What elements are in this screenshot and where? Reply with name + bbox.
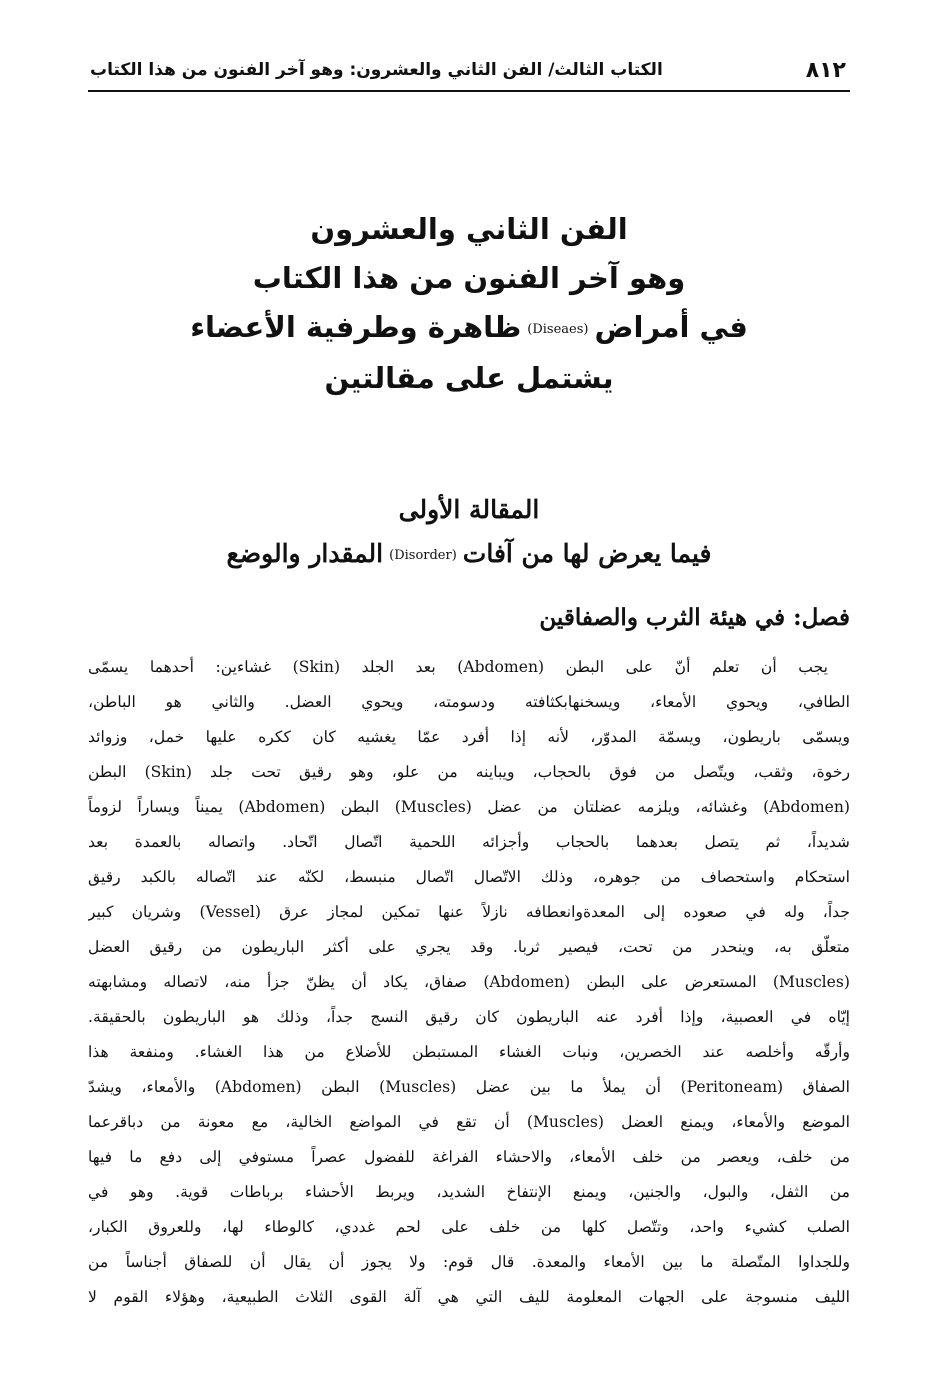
chapter-heading: فصل: في هيئة الثرب والصفاقين — [539, 604, 850, 631]
body-paragraph — [88, 650, 850, 1315]
body-line: ويسمّى باريطون، ويسمّة المدوّر، لأنه إذا أفرد عمّا يغشيه كان ككره عليها خمل، وزوائد — [88, 728, 850, 746]
body-line: الطافي، ويحوي الأمعاء، ويسخنهابكثافته ودسومته، ويحوي العضل. والثاني هو الباطن، — [88, 693, 850, 711]
body-line: الليف منسوجة على الجهات المعلومة لليف التي هي آلة القوى الثلاث الطبيعية، وهؤلاء القوم لا — [88, 1288, 850, 1306]
main-title-line-1: الفن الثاني والعشرون — [310, 212, 628, 246]
body-line: (Abdomen) وغشائه، ويلزمه عضلتان من عضل (Muscles) البطن (Abdomen) يميناً ويساراً لزوماً — [88, 798, 850, 816]
body-line: شديداً، ثم يتصل بعدهما بالحجاب وأجزائه اللحمية اتّصال اتّحاد. واتصاله بالعمدة بعد — [88, 833, 850, 851]
body-line: الصفاق (Peritoneam) أن يملأ ما بين عضل (Muscles) البطن (Abdomen) والأمعاء، ويشدّ — [88, 1078, 850, 1096]
section-title — [88, 488, 850, 578]
section-title-line-1: المقالة الأولى — [398, 495, 540, 524]
main-title-english-term: (Diseaes) — [527, 321, 589, 337]
page-header — [88, 50, 850, 92]
main-title-line-3-end: ظاهرة وطرفية الأعضاء — [190, 310, 522, 344]
main-title-line-3-start: في أمراض — [594, 310, 748, 344]
main-title — [88, 205, 850, 403]
section-title-line-2-end: المقدار والوضع — [226, 539, 384, 568]
body-line: إيّاه في العصبية، وإذا أفرد عنه الباريطون كان رقيق النسج جداً، وذلك هو الباريطون بالحقيقة. — [88, 1008, 850, 1026]
body-line: وأرقّه وأخلصه عند الخصرين، ونبات الغشاء المستبطن للأضلاع من هذا الغشاء. ومنفعة هذا — [88, 1043, 850, 1061]
section-title-english-term: (Disorder) — [389, 547, 457, 563]
body-line: يجب أن تعلم أنّ على البطن (Abdomen) بعد الجلد (Skin) غشاءين: أحدهما يسمّى — [88, 658, 828, 676]
main-title-line-2: وهو آخر الفنون من هذا الكتاب — [252, 261, 686, 295]
body-line: جداً، وله في صعوده إلى المعدةوانعطافه نازلاً عنها تمكين لمجاز عرق (Vessel) وشريان كبير — [88, 903, 850, 921]
running-title: الكتاب الثالث/ الفن الثاني والعشرون: وهو آخر الفنون من هذا الكتاب — [90, 60, 663, 80]
body-line: رخوة، وثقب، ويتّصل من فوق بالحجاب، ويباينه من علو، وهو رقيق تحت جلد (Skin) البطن — [88, 763, 850, 781]
body-line: من الثفل، والبول، والجنين، ويمنع الإنتفاخ الشديد، ويربط الأحشاء برباطات قوية. وهو في — [88, 1183, 850, 1201]
body-line: متعلّق به، وينحدر من تحت، فيصير ثربا. وقد يجري على أكثر الباريطون من رقيق العضل — [88, 938, 850, 956]
main-title-line-3 — [88, 303, 850, 354]
page-number: ٨١٢ — [805, 57, 846, 83]
body-line: الصلب كشيء واحد، وتتّصل كلها من خلف على لحم غددي، كالوطاء لها، وللعروق الكبار، — [88, 1218, 850, 1236]
section-title-line-2-start: فيما يعرض لها من آفات — [462, 539, 712, 568]
main-title-line-4: يشتمل على مقالتين — [324, 360, 614, 395]
body-line: وللجداوا المتّصلة ما بين الأمعاء والمعدة. قال قوم: ولا يجوز أن يقال أن للصفاق أجناساً من — [88, 1253, 850, 1271]
body-line: الموضع والأمعاء، ويمنع العضل (Muscles) أن تقع في المواضع الخالية، مع معونة من دباقرعما — [88, 1113, 850, 1131]
body-line: (Muscles) المستعرض على البطن (Abdomen) صفاق، يكاد أن يظنّ جزأ منه، لاتصاله ومشابهته — [88, 973, 850, 991]
body-line: من خلف، ويعصر من خلف الأمعاء، والاحشاء الفراغة للفضول عصراً مستوفي إلى دفع ما فيها — [88, 1148, 850, 1166]
section-title-line-2 — [88, 532, 850, 578]
body-line: استحكام واستحصاف من جوهره، وذلك الاتّصال اتّصال منبسط، لكنّه عند اتّصاله بالكبد رقيق — [88, 868, 850, 886]
